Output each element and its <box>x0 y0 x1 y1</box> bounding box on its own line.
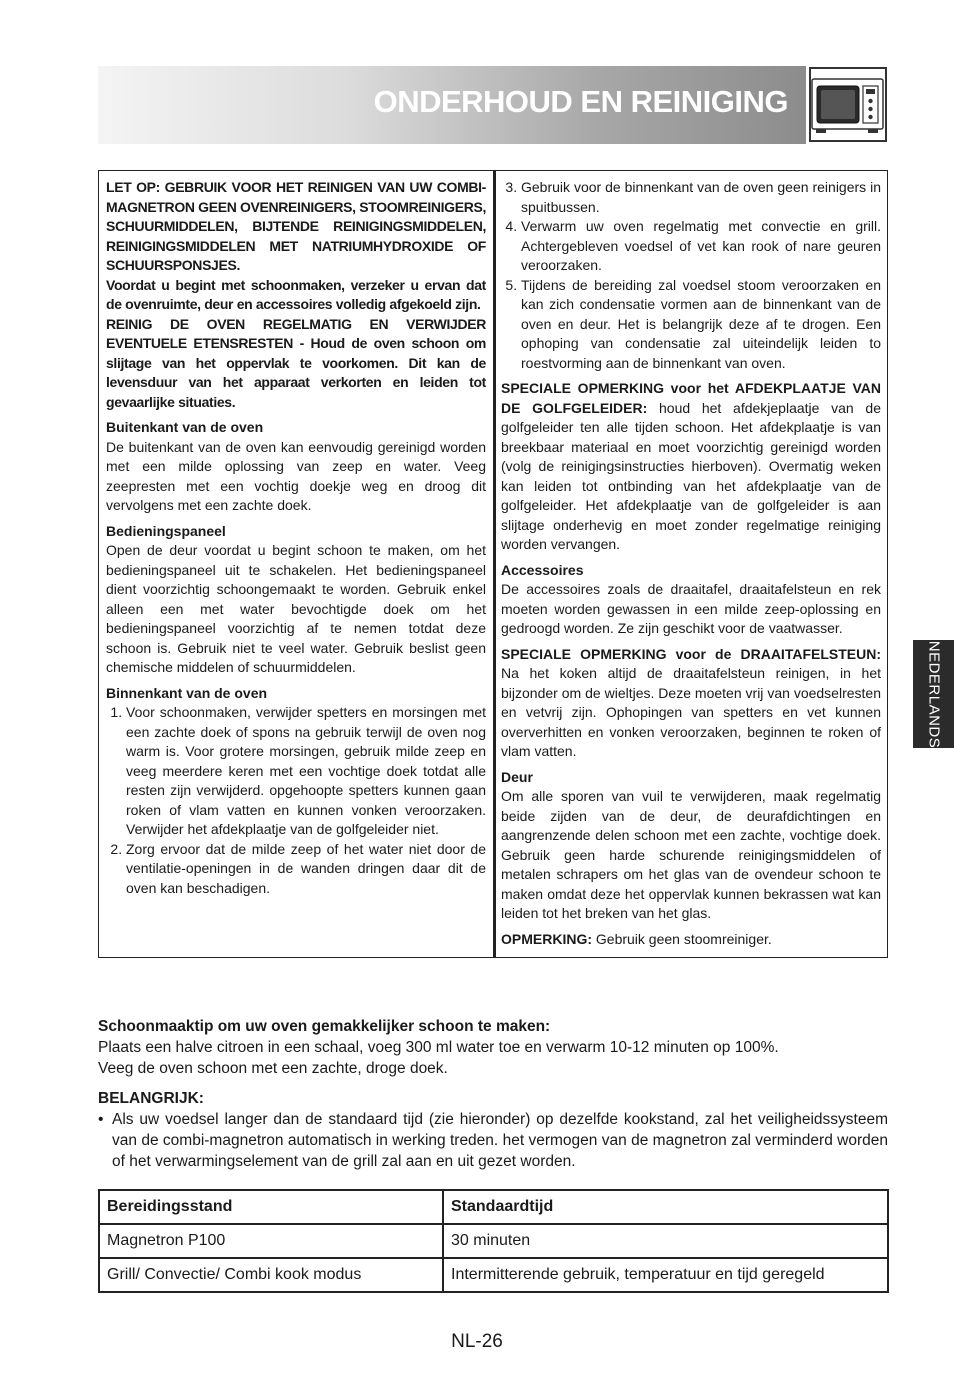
tip-text-1: Plaats een halve citroen in een schaal, voeg 300 ml water toe en verwarm 10-12 minuten op 100%. <box>98 1039 779 1056</box>
accessories-text: De accessoires zoals de draaitafel, draaitafelsteun en rek moeten worden gewassen in een milde zeep-oplossing en gedroogd worden. Ze zijn geschikt voor de vaatwasser. <box>501 581 881 636</box>
note <box>501 930 881 950</box>
care-list <box>501 178 881 373</box>
turntable-label: SPECIALE OPMERKING voor de DRAAITAFELSTEUN: <box>501 645 881 662</box>
panel-heading: Bedieningspaneel <box>106 522 226 539</box>
warning-cleaning-agents: LET OP: GEBRUIK VOOR HET REINIGEN VAN UW COMBI-MAGNETRON GEEN OVENREINIGERS, STOOMREINIGERS, SCHUURMIDDELEN, BIJTENDE REINIGINGSMIDDELEN, REINIGINGSMIDDELEN MET NATRIUMHYDROXIDE OF SCHUURSPONSJES. <box>106 179 486 273</box>
table-cell: Grill/ Convectie/ Combi kook modus <box>99 1258 443 1292</box>
waveguide-text: houd het afdekjeplaatje van de golfgeleider ten alle tijden schoon. Het afdekplaatje is van breekbaar materiaal en moet voorzichtig gereinigd worden (volg de reinigingsinstructies hierboven). Overmatig weken kan leiden tot ontbinding van het afdekplaatje van de golfgeleider. Het afdekplaatje van de golfgeleider is aan slijtage onderhevig en moet zonder regelmatige reiniging worden vervangen. <box>501 399 882 552</box>
page-number: NL-26 <box>451 1331 503 1352</box>
outside-text: De buitenkant van de oven kan eenvoudig gereinigd worden met een milde oplossing van zeep en water. Veeg zeepresten met een vochtig doekje weg en droog dit vervolgens met een zachte doek. <box>106 438 486 513</box>
important-heading: BELANGRIJK: <box>98 1090 204 1107</box>
tip-text-2: Veeg de oven schoon met een zachte, droge doek. <box>98 1060 448 1077</box>
note-label: OPMERKING: <box>501 930 592 947</box>
warning-clean-regularly: REINIG DE OVEN REGELMATIG EN VERWIJDER EVENTUELE ETENSRESTEN - Houd de oven schoon om slijtage van het oppervlak te voorkomen. Dit kan de levensduur van het apparaat verkorten en leiden tot gevaarlijke situaties. <box>106 315 486 410</box>
turntable-note <box>501 645 881 762</box>
table-header-cell: Standaardtijd <box>443 1190 888 1224</box>
cleaning-tip <box>98 1016 888 1172</box>
page-title: ONDERHOUD EN REINIGING <box>373 84 788 119</box>
right-column <box>501 178 881 949</box>
important-text: Als uw voedsel langer dan de standaard tijd (zie hieronder) op dezelfde kookstand, zal het veiligheidssysteem van de combi-magnetron automatisch in werking treden. het vermogen van de magnetron zal verminderd worden of het verwarmingselement van de grill zal aan en uit gezet worden. <box>112 1111 888 1170</box>
warning-cool-down: Voordat u begint met schoonmaken, verzeker u ervan dat de ovenruimte, deur en accessoires volledig afgekoeld zijn. <box>106 276 486 312</box>
panel-text: Open de deur voordat u begint schoon te maken, om het bedieningspaneel uit te schakelen. Het bedieningspaneel dient voorzichtig schoongemaakt te worden. Gebruik enkel alleen een met water bevochtigde doek om het bedieningspaneel voorzichtig af te nemen totdat deze schoon is. Gebruik niet te veel water. Gebruik beslist geen chemische middelen of schuurmiddelen. <box>106 542 486 675</box>
language-tab <box>913 640 954 748</box>
outside-heading: Buitenkant van de oven <box>106 419 264 435</box>
table-cell: Magnetron P100 <box>99 1224 443 1258</box>
turntable-text: Na het koken altijd de draaitafelsteun reinigen, in het bijzonder om de wieltjes. Deze moeten vrij van voedselresten en vetvrij zijn. Ophopingen van spetters en vet kunnen oververhitten en vonken veroorzaken, beginnen te roken of vlam vatten. <box>501 665 881 759</box>
inside-list <box>106 703 486 898</box>
important-bullet <box>98 1109 888 1172</box>
table-cell: Intermitterende gebruik, temperatuur en tijd geregeld <box>443 1258 888 1292</box>
door-heading: Deur <box>501 768 533 785</box>
bullet-icon: • <box>98 1111 104 1128</box>
standard-time-table <box>98 1189 889 1293</box>
table-row <box>99 1224 888 1258</box>
waveguide-label: SPECIALE OPMERKING voor het AFDEKPLAATJE VAN DE GOLFGELEIDER: <box>501 380 881 416</box>
accessories-heading: Accessoires <box>501 561 584 578</box>
table-row <box>99 1258 888 1292</box>
tip-heading: Schoonmaaktip om uw oven gemakkelijker schoon te maken: <box>98 1018 551 1035</box>
microwave-icon <box>808 66 888 144</box>
table-cell: 30 minuten <box>443 1224 888 1258</box>
list-item: 4. Verwarm uw oven regelmatig met convectie en grill. Achtergebleven voedsel of vet kan rook of nare geuren veroorzaken. <box>521 217 881 276</box>
list-item: 2. Zorg ervoor dat de milde zeep of het water niet door de ventilatie-openingen in de wanden dringen daar dit de oven kan beschadigen. <box>126 840 486 899</box>
table-header-cell: Bereidingsstand <box>99 1190 443 1224</box>
waveguide-note <box>501 379 881 555</box>
column-divider <box>493 170 496 958</box>
inside-heading: Binnenkant van de oven <box>106 684 268 701</box>
note-text: Gebruik geen stoomreiniger. <box>595 930 772 947</box>
language-tab-label: NEDERLANDS <box>925 640 942 748</box>
list-item: 3. Gebruik voor de binnenkant van de oven geen reinigers in spuitbussen. <box>521 178 881 217</box>
door-text: Om alle sporen van vuil te verwijderen, maak regelmatig beide zijden van de deur, de deurafdichtingen en aangrenzende delen schoon met een zachte, vochtige doek. Gebruik geen harde schurende reinigingsmiddelen of metalen schrapers om het glas van de ovendeur schoon te maken omdat deze het oppervlak kunnen bekrassen wat kan leiden tot het breken van het glas. <box>501 788 881 921</box>
left-column <box>106 178 486 898</box>
list-item: 1. Voor schoonmaken, verwijder spetters en morsingen met een zachte doek of spons na gebruik terwijl de oven nog warm is. Voor grotere morsingen, gebruik milde zeep en veeg meerdere keren met een vochtige doek totdat alle resten zijn verwijderd. opgehoopte spetters kunnen gaan roken of vlam vatten en kunnen vonken veroorzaken. Verwijder het afdekplaatje van de golfgeleider niet. <box>126 703 486 840</box>
list-item: 5. Tijdens de bereiding zal voedsel stoom veroorzaken en kan zich condensatie vormen aan de binnenkant van de oven en deur. Het is belangrijk deze af te drogen. Een ophoping van condensatie zal uiteindelijk leiden to roestvorming aan de binnenkant van oven. <box>521 276 881 374</box>
table-header-row <box>99 1190 888 1224</box>
header-bar <box>98 66 806 144</box>
